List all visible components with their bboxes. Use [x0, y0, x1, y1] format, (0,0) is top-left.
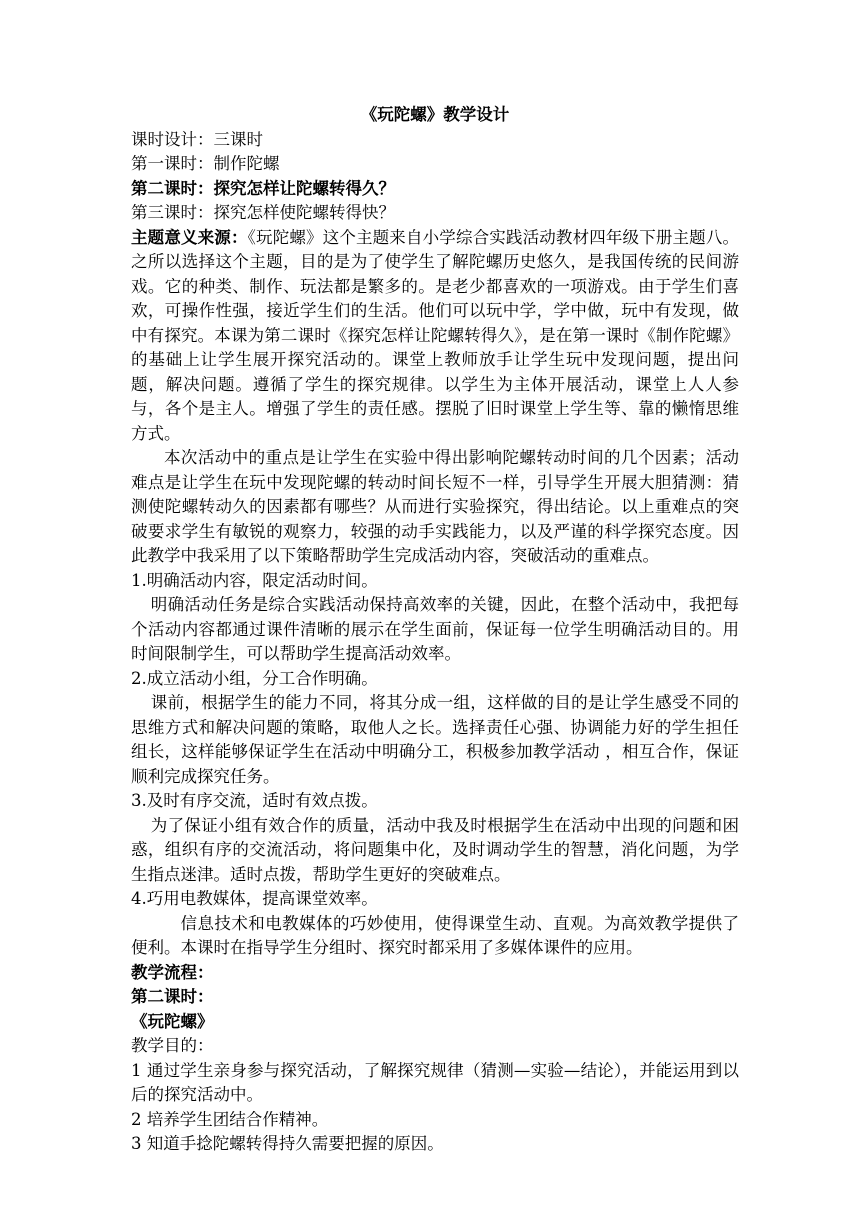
strategy-text-2: 课前，根据学生的能力不同，将其分成一组，这样做的目的是让学生感受不同的思维方式和解决问题的策略，取他人之长。选择责任心强、协调能力好的学生担任组长，这样能够保证学生在活动中明确分工，积极参加教学活动 ，相互合作，保证顺利完成探究任务。 [131, 693, 739, 786]
flow-lesson-title: 《玩陀螺》 [131, 1011, 214, 1031]
goals-label: 教学目的： [131, 1036, 214, 1055]
lesson-two-line: 第二课时：探究怎样让陀螺转得久？ [131, 178, 395, 198]
schedule-line: 课时设计：三课时 [131, 129, 263, 149]
lesson-three-line: 第三课时：探究怎样使陀螺转得快？ [131, 203, 395, 222]
goal-item-2: 2 培养学生团结合作精神。 [131, 1109, 329, 1129]
theme-paragraph [131, 226, 739, 447]
strategy-heading-3: 3.及时有序交流，适时有效点拨。 [131, 791, 378, 810]
flow-heading: 教学流程： [131, 962, 214, 982]
goal-item-1: 1 通过学生亲身参与探究活动，了解探究规律（猜测—实验—结论），并能运用到以后的探究活动中。 [131, 1060, 739, 1104]
document-title: 《玩陀螺》教学设计 [360, 105, 510, 124]
strategy-text-1: 明确活动任务是综合实践活动保持高效率的关键，因此，在整个活动中，我把每个活动内容都通过课件清晰的展示在学生面前，保证每一位学生明确活动目的。用时间限制学生，可以帮助学生提高活动效率。 [131, 595, 739, 663]
theme-text: 《玩陀螺》这个主题来自小学综合实践活动教材四年级下册主题八。之所以选择这个主题，目的是为了使学生了解陀螺历史悠久，是我国传统的民间游戏。它的种类、制作、玩法都是繁多的。是老少都喜欢的一项游戏。由于学生们喜欢，可操作性强，接近学生们的生活。他们可以玩中学，学中做，玩中有发现，做中有探究。本课为第二课时《探究怎样让陀螺转得久》，是在第一课时《制作陀螺》的基础上让学生展开探究活动的。课堂上教师放手让学生玩中发现问题，提出问题，解决问题。遵循了学生的探究规律。以学生为主体开展活动，课堂上人人参与，各个是主人。增强了学生的责任感。摆脱了旧时课堂上学生等、靠的懒惰思维方式。 [131, 227, 740, 443]
document-page [131, 103, 739, 1157]
strategy-heading-4: 4.巧用电教媒体，提高课堂效率。 [131, 889, 378, 908]
lesson-one-line: 第一课时：制作陀螺 [131, 154, 280, 173]
key-points-paragraph: 本次活动中的重点是让学生在实验中得出影响陀螺转动时间的几个因素；活动难点是让学生在玩中发现陀螺的转动时间长短不一样，引导学生开展大胆猜测：猜测使陀螺转动久的因素都有哪些？从而进行实验探究，得出结论。以上重难点的突破要求学生有敏锐的观察力，较强的动手实践能力，以及严谨的科学探究态度。因此教学中我采用了以下策略帮助学生完成活动内容，突破活动的重难点。 [131, 448, 739, 565]
strategy-heading-2: 2.成立活动小组，分工合作明确。 [131, 668, 378, 688]
strategy-text-4: 信息技术和电教媒体的巧妙使用，使得课堂生动、直观。为高效教学提供了便利。本课时在指导学生分组时、探究时都采用了多媒体课件的应用。 [131, 913, 739, 957]
strategy-text-3: 为了保证小组有效合作的质量，活动中我及时根据学生在活动中出现的问题和困惑，组织有序的交流活动，将问题集中化，及时调动学生的智慧，消化问题，为学生指点迷津。适时点拨，帮助学生更好的突破难点。 [131, 815, 739, 884]
goal-item-3: 3 知道手捻陀螺转得持久需要把握的原因。 [131, 1134, 444, 1153]
flow-lesson: 第二课时： [131, 987, 214, 1006]
strategy-heading-1: 1.明确活动内容，限定活动时间。 [131, 570, 378, 590]
theme-label: 主题意义来源： [131, 227, 248, 247]
